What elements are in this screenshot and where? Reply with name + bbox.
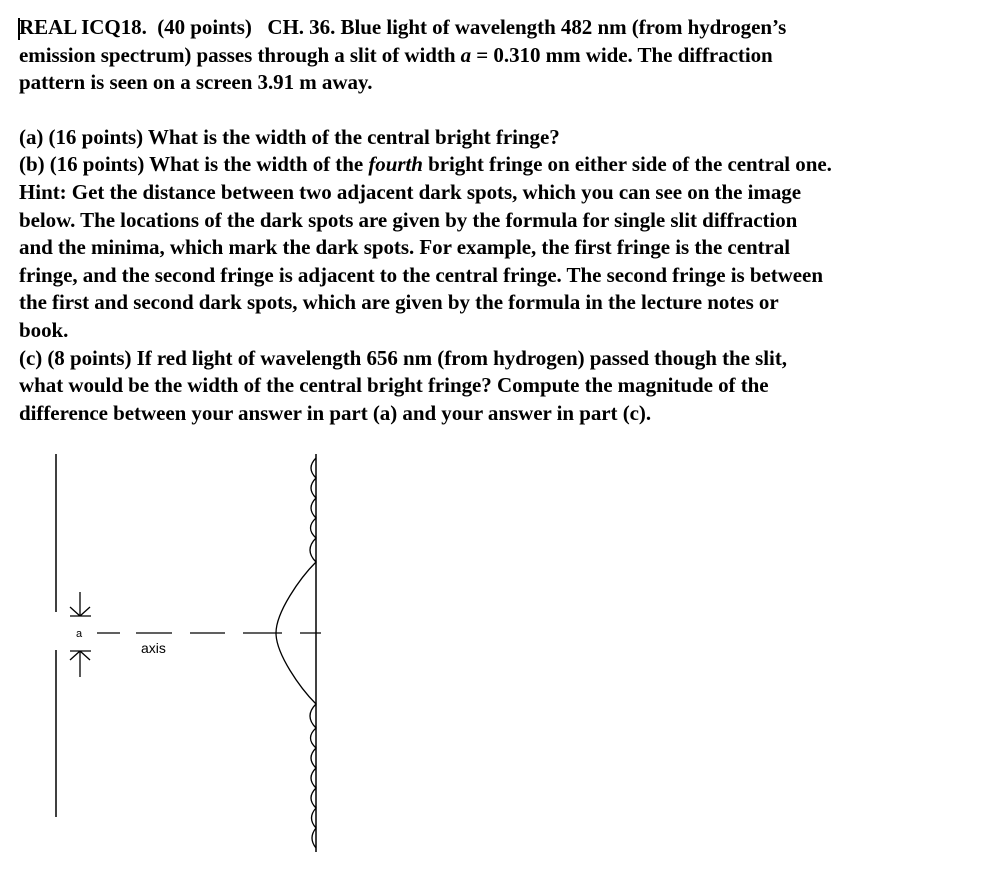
axis-label: axis — [141, 640, 166, 656]
problem-header: REAL ICQ18. — [19, 15, 147, 39]
hint-line-4: fringe, and the second fringe is adjacent to the central fringe. The second fringe is between — [19, 262, 823, 287]
chapter-label: CH. 36. — [267, 15, 336, 39]
slit-arrow-down-icon — [70, 592, 91, 616]
intro-line-3: pattern is seen on a screen 3.91 m away. — [19, 70, 373, 95]
hint-line-1: Hint: Get the distance between two adjacent dark spots, which you can see on the image — [19, 179, 801, 204]
problem-points: (40 points) — [157, 15, 252, 39]
slit-arrow-up-icon — [70, 651, 91, 677]
part-c-line-3: difference between your answer in part (a) and your answer in part (c). — [19, 400, 652, 425]
hint-line-3: and the minima, which mark the dark spots. For example, the first fringe is the central — [19, 235, 791, 260]
intro-text-1: Blue light of wavelength 482 nm (from hydrogen’s — [340, 15, 787, 39]
part-b-suffix: bright fringe on either side of the central one. — [422, 152, 832, 177]
part-c-line-2: what would be the width of the central bright fringe? Compute the magnitude of the — [19, 373, 769, 398]
hint-line-2: below. The locations of the dark spots are given by the formula for single slit diffraction — [19, 207, 798, 232]
problem-text — [19, 14, 969, 427]
slit-width-value: = 0.310 mm wide. The diffraction — [471, 42, 773, 67]
hint-line-6: book. — [19, 317, 69, 342]
slit-width-label: a — [76, 628, 83, 640]
intro-line-1 — [19, 14, 969, 42]
part-c-line-1: (c) (8 points) If red light of wavelength 656 nm (from hydrogen) passed though the slit, — [19, 345, 787, 370]
intro-text-2: emission spectrum) passes through a slit of width — [19, 42, 461, 67]
single-slit-diffraction-diagram — [0, 440, 360, 870]
problem-intro — [19, 14, 969, 97]
questions — [19, 124, 969, 428]
slit-width-variable: a — [460, 42, 472, 67]
intensity-pattern — [276, 458, 316, 848]
part-b-question — [19, 151, 969, 179]
intro-line-2 — [19, 42, 969, 70]
part-a-question: (a) (16 points) What is the width of the central bright fringe? — [19, 124, 560, 149]
hint-line-5: the first and second dark spots, which are given by the formula in the lecture notes or — [19, 290, 779, 315]
part-b-prefix: (b) (16 points) What is the width of the — [19, 152, 369, 177]
part-b-emphasis: fourth — [368, 152, 423, 177]
